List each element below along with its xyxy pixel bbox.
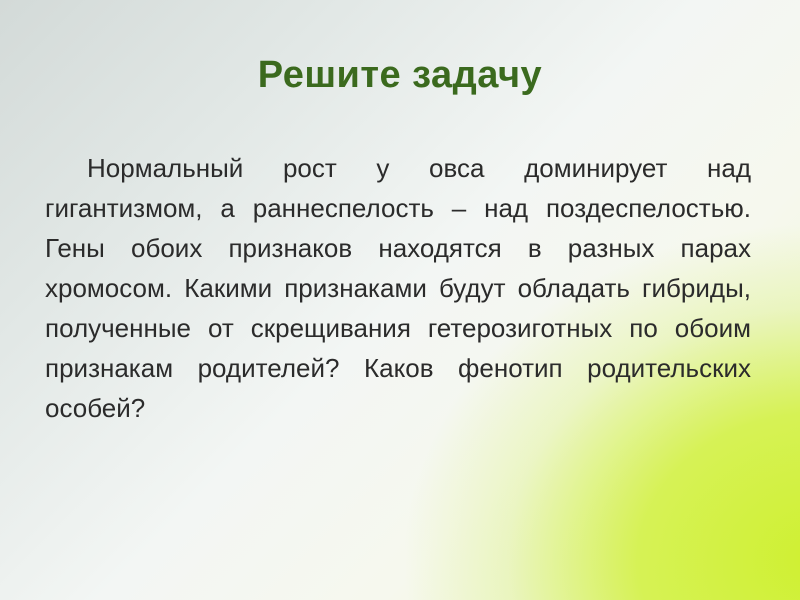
slide-title: Решите задачу [257,54,543,96]
task-text: Нормальный рост у овса доминирует над гигантизмом, а раннеспелость – над поздеспелостью. Гены обоих признаков находятся в разных парах хромосом. Какими признаками будут обладать гибриды, полученные от скрещивания гетерозиготных по обоим признакам родителей? Каков фенотип родительских особей? [45,153,751,423]
